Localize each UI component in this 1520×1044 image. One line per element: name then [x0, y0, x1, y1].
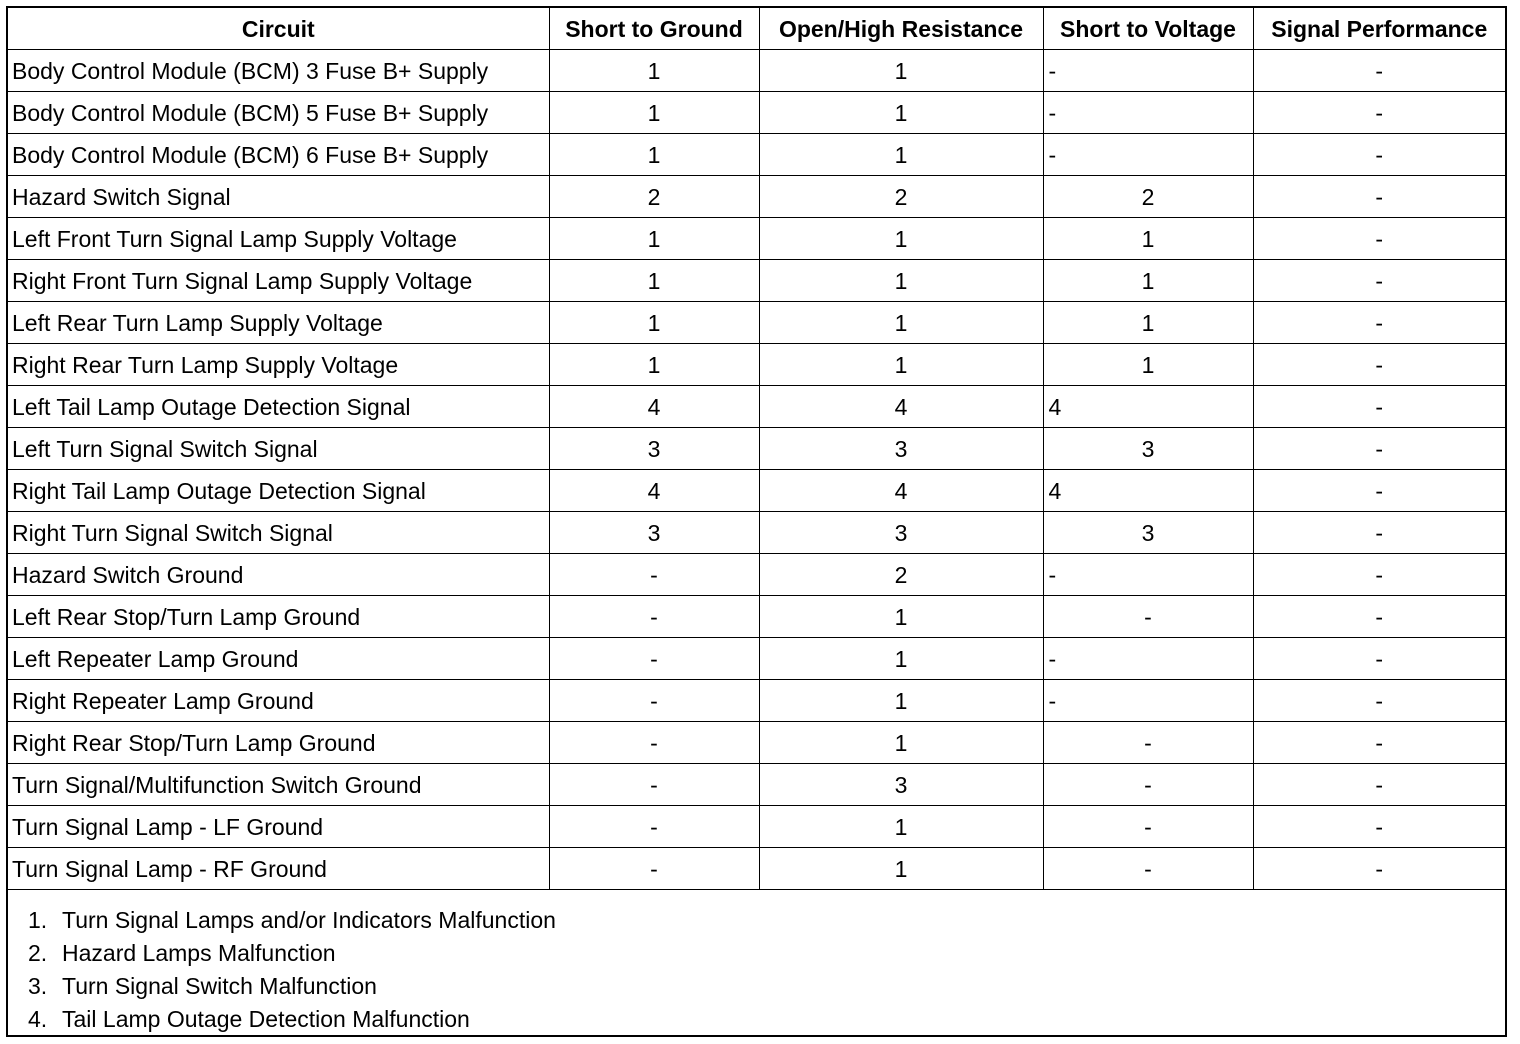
table-row	[8, 134, 1505, 176]
cell-signal-performance: -	[1253, 344, 1505, 386]
cell-open-high-resistance: 1	[759, 260, 1043, 302]
cell-short-to-voltage: -	[1043, 92, 1253, 134]
cell-short-to-voltage: -	[1043, 806, 1253, 848]
cell-signal-performance: -	[1253, 512, 1505, 554]
footnote-item	[28, 904, 556, 937]
cell-circuit: Left Turn Signal Switch Signal	[8, 428, 549, 470]
cell-open-high-resistance: 1	[759, 134, 1043, 176]
cell-open-high-resistance: 1	[759, 848, 1043, 890]
header-signal-performance: Signal Performance	[1253, 8, 1505, 50]
table-row	[8, 638, 1505, 680]
footnote-number: 3.	[28, 973, 48, 999]
table-row	[8, 596, 1505, 638]
table-row	[8, 722, 1505, 764]
cell-short-to-voltage: 1	[1043, 344, 1253, 386]
cell-circuit: Body Control Module (BCM) 3 Fuse B+ Supply	[8, 50, 549, 92]
cell-short-to-ground: 1	[549, 50, 759, 92]
header-circuit: Circuit	[8, 8, 549, 50]
cell-circuit: Left Rear Stop/Turn Lamp Ground	[8, 596, 549, 638]
cell-circuit: Body Control Module (BCM) 6 Fuse B+ Supply	[8, 134, 549, 176]
cell-short-to-ground: 1	[549, 302, 759, 344]
cell-signal-performance: -	[1253, 50, 1505, 92]
cell-circuit: Right Repeater Lamp Ground	[8, 680, 549, 722]
cell-open-high-resistance: 1	[759, 722, 1043, 764]
cell-open-high-resistance: 1	[759, 680, 1043, 722]
cell-short-to-ground: 1	[549, 260, 759, 302]
cell-short-to-voltage: 1	[1043, 302, 1253, 344]
table-row	[8, 764, 1505, 806]
cell-signal-performance: -	[1253, 428, 1505, 470]
footnote-item	[28, 970, 556, 1003]
cell-open-high-resistance: 1	[759, 92, 1043, 134]
cell-short-to-ground: 2	[549, 176, 759, 218]
table-row	[8, 806, 1505, 848]
table-row	[8, 512, 1505, 554]
table-row	[8, 680, 1505, 722]
cell-short-to-ground: -	[549, 722, 759, 764]
cell-short-to-ground: 1	[549, 344, 759, 386]
cell-short-to-ground: 1	[549, 218, 759, 260]
cell-short-to-voltage: 4	[1043, 470, 1253, 512]
cell-circuit: Body Control Module (BCM) 5 Fuse B+ Supply	[8, 92, 549, 134]
cell-short-to-ground: 4	[549, 470, 759, 512]
cell-short-to-ground: 1	[549, 134, 759, 176]
cell-circuit: Left Rear Turn Lamp Supply Voltage	[8, 302, 549, 344]
cell-open-high-resistance: 2	[759, 554, 1043, 596]
cell-open-high-resistance: 1	[759, 638, 1043, 680]
cell-circuit: Turn Signal Lamp - LF Ground	[8, 806, 549, 848]
footnote-list	[28, 904, 556, 1036]
table-row	[8, 554, 1505, 596]
cell-signal-performance: -	[1253, 638, 1505, 680]
cell-open-high-resistance: 4	[759, 386, 1043, 428]
cell-short-to-voltage: -	[1043, 554, 1253, 596]
cell-short-to-voltage: -	[1043, 848, 1253, 890]
cell-signal-performance: -	[1253, 302, 1505, 344]
cell-short-to-ground: 4	[549, 386, 759, 428]
table-row	[8, 176, 1505, 218]
cell-signal-performance: -	[1253, 722, 1505, 764]
cell-short-to-ground: -	[549, 806, 759, 848]
cell-signal-performance: -	[1253, 176, 1505, 218]
table-row	[8, 470, 1505, 512]
footnote-item	[28, 1003, 556, 1036]
footnote-item	[28, 937, 556, 970]
cell-open-high-resistance: 3	[759, 512, 1043, 554]
circuit-fault-document	[6, 6, 1507, 1037]
cell-signal-performance: -	[1253, 386, 1505, 428]
table-row	[8, 386, 1505, 428]
cell-signal-performance: -	[1253, 596, 1505, 638]
footnote-number: 2.	[28, 940, 48, 966]
cell-signal-performance: -	[1253, 806, 1505, 848]
table-row	[8, 92, 1505, 134]
table-row	[8, 428, 1505, 470]
cell-open-high-resistance: 1	[759, 596, 1043, 638]
cell-open-high-resistance: 1	[759, 806, 1043, 848]
cell-short-to-ground: 3	[549, 428, 759, 470]
cell-short-to-ground: -	[549, 848, 759, 890]
cell-open-high-resistance: 2	[759, 176, 1043, 218]
cell-open-high-resistance: 1	[759, 344, 1043, 386]
cell-short-to-voltage: -	[1043, 596, 1253, 638]
table-row	[8, 50, 1505, 92]
cell-short-to-ground: 3	[549, 512, 759, 554]
cell-short-to-ground: -	[549, 680, 759, 722]
footnote-number: 4.	[28, 1006, 48, 1032]
cell-short-to-ground: -	[549, 764, 759, 806]
footnote-text: Turn Signal Switch Malfunction	[62, 973, 377, 999]
cell-short-to-voltage: -	[1043, 638, 1253, 680]
cell-circuit: Right Turn Signal Switch Signal	[8, 512, 549, 554]
footnote-text: Turn Signal Lamps and/or Indicators Malfunction	[62, 907, 556, 933]
header-short-to-voltage: Short to Voltage	[1043, 8, 1253, 50]
cell-short-to-ground: -	[549, 554, 759, 596]
cell-circuit: Left Repeater Lamp Ground	[8, 638, 549, 680]
cell-signal-performance: -	[1253, 470, 1505, 512]
cell-short-to-voltage: -	[1043, 764, 1253, 806]
cell-short-to-voltage: -	[1043, 134, 1253, 176]
cell-signal-performance: -	[1253, 764, 1505, 806]
cell-signal-performance: -	[1253, 260, 1505, 302]
header-open-high-resistance: Open/High Resistance	[759, 8, 1043, 50]
cell-open-high-resistance: 1	[759, 50, 1043, 92]
cell-signal-performance: -	[1253, 680, 1505, 722]
cell-short-to-voltage: 1	[1043, 260, 1253, 302]
cell-short-to-ground: -	[549, 596, 759, 638]
cell-signal-performance: -	[1253, 848, 1505, 890]
cell-short-to-voltage: -	[1043, 50, 1253, 92]
cell-circuit: Turn Signal/Multifunction Switch Ground	[8, 764, 549, 806]
footnote-text: Tail Lamp Outage Detection Malfunction	[62, 1006, 470, 1032]
footnote-number: 1.	[28, 907, 48, 933]
cell-signal-performance: -	[1253, 218, 1505, 260]
cell-circuit: Right Tail Lamp Outage Detection Signal	[8, 470, 549, 512]
cell-short-to-voltage: -	[1043, 722, 1253, 764]
cell-short-to-voltage: -	[1043, 680, 1253, 722]
header-short-to-ground: Short to Ground	[549, 8, 759, 50]
cell-circuit: Left Tail Lamp Outage Detection Signal	[8, 386, 549, 428]
cell-short-to-voltage: 2	[1043, 176, 1253, 218]
cell-circuit: Left Front Turn Signal Lamp Supply Voltage	[8, 218, 549, 260]
cell-open-high-resistance: 1	[759, 218, 1043, 260]
circuit-fault-table	[8, 8, 1505, 890]
cell-short-to-voltage: 3	[1043, 512, 1253, 554]
cell-signal-performance: -	[1253, 554, 1505, 596]
cell-short-to-voltage: 3	[1043, 428, 1253, 470]
table-row	[8, 848, 1505, 890]
cell-short-to-ground: -	[549, 638, 759, 680]
cell-open-high-resistance: 3	[759, 428, 1043, 470]
cell-circuit: Hazard Switch Ground	[8, 554, 549, 596]
cell-circuit: Hazard Switch Signal	[8, 176, 549, 218]
cell-circuit: Right Rear Turn Lamp Supply Voltage	[8, 344, 549, 386]
cell-signal-performance: -	[1253, 134, 1505, 176]
footnote-text: Hazard Lamps Malfunction	[62, 940, 336, 966]
cell-circuit: Right Rear Stop/Turn Lamp Ground	[8, 722, 549, 764]
table-body	[8, 50, 1505, 890]
cell-open-high-resistance: 3	[759, 764, 1043, 806]
cell-signal-performance: -	[1253, 92, 1505, 134]
cell-short-to-voltage: 4	[1043, 386, 1253, 428]
cell-short-to-ground: 1	[549, 92, 759, 134]
cell-circuit: Turn Signal Lamp - RF Ground	[8, 848, 549, 890]
table-row	[8, 302, 1505, 344]
cell-open-high-resistance: 1	[759, 302, 1043, 344]
table-row	[8, 344, 1505, 386]
cell-circuit: Right Front Turn Signal Lamp Supply Voltage	[8, 260, 549, 302]
cell-open-high-resistance: 4	[759, 470, 1043, 512]
table-row	[8, 260, 1505, 302]
cell-short-to-voltage: 1	[1043, 218, 1253, 260]
table-header-row	[8, 8, 1505, 50]
table-row	[8, 218, 1505, 260]
